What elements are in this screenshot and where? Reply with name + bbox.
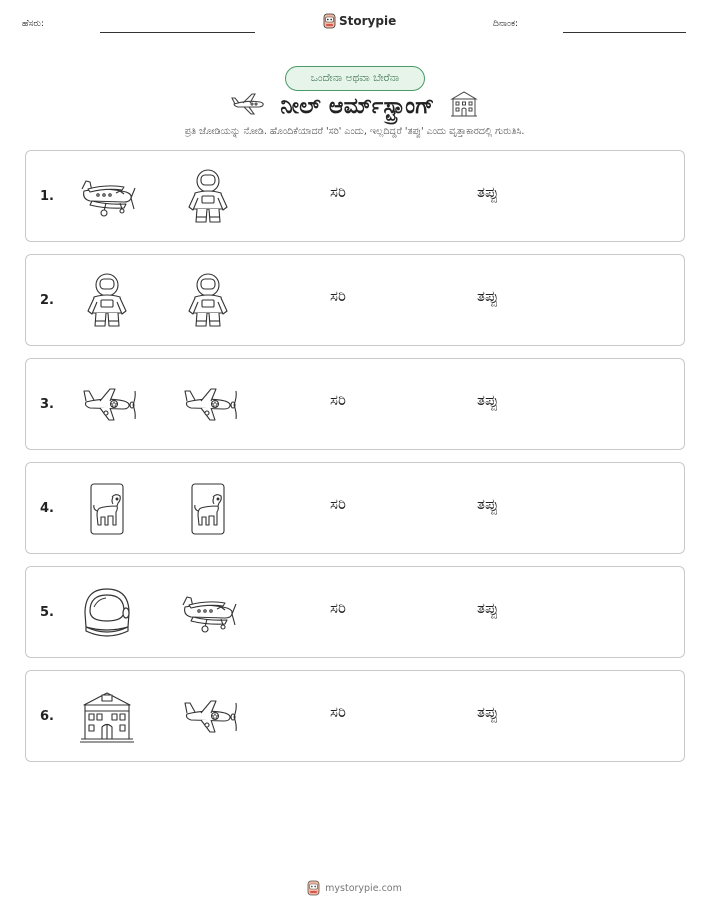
- footer-url[interactable]: mystorypie.com: [325, 882, 402, 894]
- option-false[interactable]: ತಪ್ಪು: [477, 599, 499, 617]
- option-true[interactable]: ಸರಿ: [330, 703, 346, 721]
- question-number: 5.: [40, 605, 54, 620]
- question-number: 2.: [40, 293, 54, 308]
- storypie-logo: [323, 13, 396, 29]
- question-row: [25, 150, 685, 242]
- date-label: ದಿನಾಂಕ:: [493, 19, 519, 29]
- astronaut-icon: [177, 167, 239, 227]
- storypie-mascot-icon: [323, 13, 336, 29]
- option-false[interactable]: ತಪ್ಪು: [477, 287, 499, 305]
- title-row: [0, 90, 709, 122]
- question-row: [25, 254, 685, 346]
- option-true[interactable]: ಸರಿ: [330, 287, 346, 305]
- brand-name: Storypie: [339, 14, 397, 28]
- option-true[interactable]: ಸರಿ: [330, 495, 346, 513]
- biplane-icon: [76, 167, 138, 227]
- option-true[interactable]: ಸರಿ: [330, 599, 346, 617]
- question-number: 4.: [40, 501, 54, 516]
- propeller-plane-icon: [177, 687, 239, 747]
- propeller-plane-icon: [76, 375, 138, 435]
- worksheet-header: [0, 0, 709, 48]
- astronaut-icon: [177, 271, 239, 331]
- name-line[interactable]: [100, 32, 255, 33]
- question-number: 6.: [40, 709, 54, 724]
- building-icon: [76, 687, 138, 747]
- name-label: ಹೆಸರು:: [22, 19, 45, 29]
- badge-text: ಒಂದೇನಾ ಅಥವಾ ಬೇರೆನಾ: [310, 72, 400, 84]
- option-false[interactable]: ತಪ್ಪು: [477, 495, 499, 513]
- question-number: 3.: [40, 397, 54, 412]
- space-helmet-icon: [76, 583, 138, 643]
- option-false[interactable]: ತಪ್ಪು: [477, 183, 499, 201]
- date-line[interactable]: [563, 32, 686, 33]
- storypie-mascot-icon: [307, 880, 320, 896]
- activity-type-badge: [285, 66, 425, 91]
- instructions: ಪ್ರತಿ ಜೋಡಿಯನ್ನು ನೋಡಿ. ಹೊಂದಿಕೆಯಾದರೆ 'ಸರಿ' ಎಂದು, ಇಲ್ಲದಿದ್ದರೆ 'ತಪ್ಪು' ಎಂದು ವೃತ್ತಾಕಾರದಲ್ಲಿ ಗುರುತಿಸಿ.: [184, 126, 525, 137]
- biplane-icon: [177, 583, 239, 643]
- astronaut-icon: [76, 271, 138, 331]
- question-row: [25, 462, 685, 554]
- airplane-icon: [230, 91, 266, 121]
- dog-card-icon: [177, 479, 239, 539]
- option-false[interactable]: ತಪ್ಪು: [477, 391, 499, 409]
- propeller-plane-icon: [177, 375, 239, 435]
- page-title: ನೀಲ್ ಆರ್ಮ್‌ಸ್ಟ್ರಾಂಗ್: [280, 93, 435, 119]
- building-icon: [449, 90, 479, 122]
- question-row: [25, 358, 685, 450]
- dog-card-icon: [76, 479, 138, 539]
- question-row: [25, 566, 685, 658]
- option-false[interactable]: ತಪ್ಪು: [477, 703, 499, 721]
- option-true[interactable]: ಸರಿ: [330, 183, 346, 201]
- option-true[interactable]: ಸರಿ: [330, 391, 346, 409]
- question-number: 1.: [40, 189, 54, 204]
- footer: [0, 880, 709, 896]
- question-row: [25, 670, 685, 762]
